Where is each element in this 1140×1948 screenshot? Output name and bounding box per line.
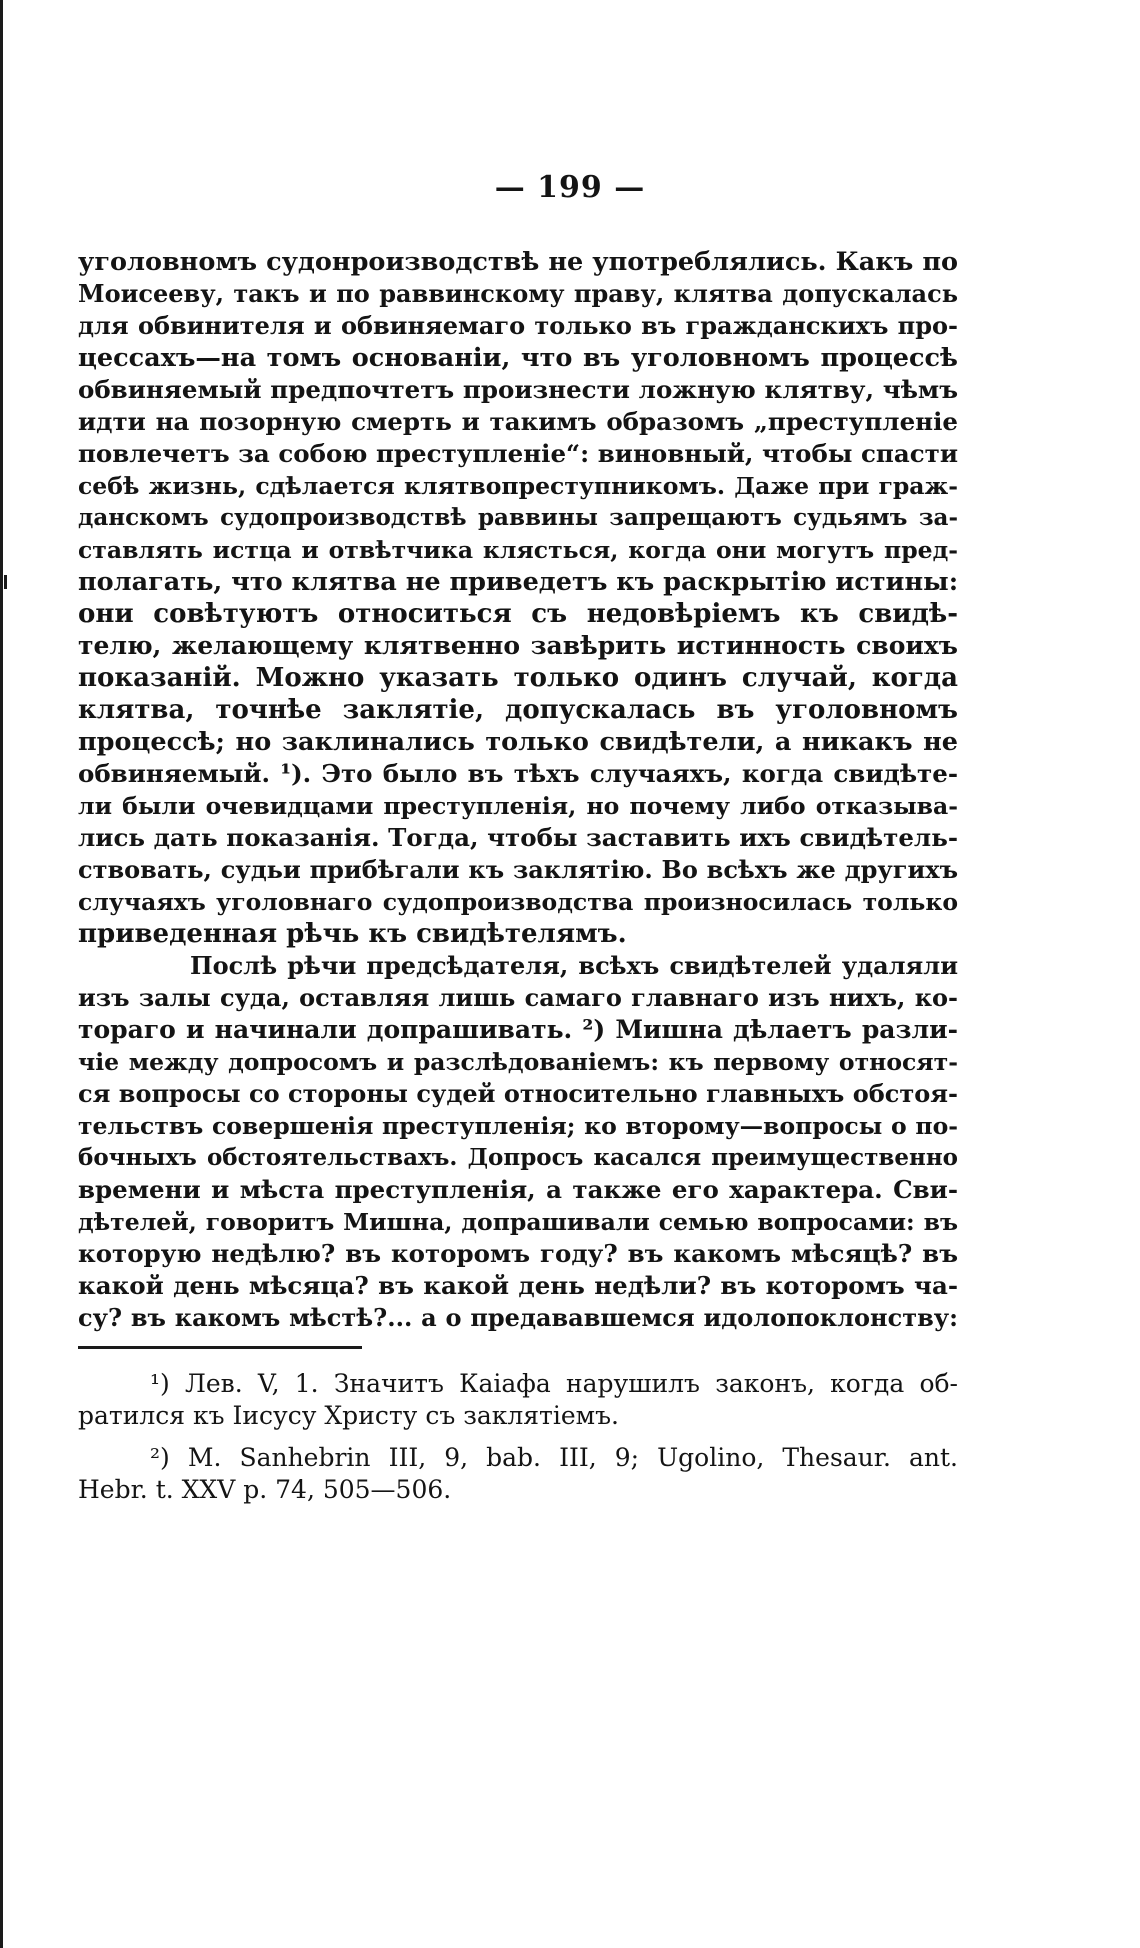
text-line: клятва, точнѣе заклятіе, допускалась въ уголовномъ — [78, 695, 958, 725]
text-line: случаяхъ уголовнаго судопроизводства произносилась только — [78, 888, 958, 916]
text-line: времени и мѣста преступленія, а также его характера. Сви- — [78, 1175, 958, 1204]
text-line: ли были очевидцами преступленія, но почему либо отказыва- — [78, 792, 958, 820]
text-line: цессахъ—на томъ основаніи, что въ уголовномъ процессѣ — [78, 343, 958, 373]
text-line: полагать, что клятва не приведетъ къ раскрытію истины: — [78, 567, 959, 597]
footnotes — [78, 1368, 958, 1506]
text-line: обвиняемый. ¹). Это было въ тѣхъ случаяхъ, когда свидѣте- — [78, 759, 958, 788]
text-line: обвиняемый предпочтетъ произнести ложную клятву, чѣмъ — [78, 375, 958, 404]
footnote-2 — [78, 1442, 958, 1506]
text-line-paragraph-end: приведенная рѣчь къ свидѣтелямъ. — [78, 919, 627, 949]
text-line: себѣ жизнь, сдѣлается клятвопреступникомъ. Даже при граж- — [78, 472, 958, 500]
main-text — [78, 246, 958, 1334]
text-line: лись дать показанія. Тогда, чтобы заставить ихъ свидѣтель- — [78, 823, 958, 852]
text-line: изъ залы суда, оставляя лишь самаго главнаго изъ нихъ, ко- — [78, 983, 958, 1012]
text-line: телю, желающему клятвенно завѣрить истинность своихъ — [78, 631, 958, 660]
text-line: идти на позорную смерть и такимъ образомъ „преступленіе — [78, 407, 958, 436]
text-line: какой день мѣсяца? въ какой день недѣли? въ которомъ ча- — [78, 1271, 958, 1300]
text-line: бочныхъ обстоятельствахъ. Допросъ касался преимущественно — [78, 1144, 958, 1171]
text-line: тельствъ совершенія преступленія; ко второму—вопросы о по- — [78, 1112, 958, 1140]
text-line: ствовать, судьи прибѣгали къ заклятію. Во всѣхъ же другихъ — [78, 855, 958, 884]
text-line: данскомъ судопроизводствѣ раввины запрещаютъ судьямъ за- — [78, 504, 958, 531]
page-edge-line — [0, 0, 3, 1948]
footnote-1 — [78, 1368, 958, 1432]
text-line: процессѣ; но заклинались только свидѣтели, а никакъ не — [78, 727, 958, 757]
text-line: су? въ какомъ мѣстѣ?... а о предававшемся идолопоклонству: — [78, 1303, 958, 1332]
footnote-line: ратился къ Іисусу Христу съ заклятіемъ. — [78, 1401, 619, 1430]
footnote-line: Hebr. t. XXV p. 74, 505—506. — [78, 1475, 452, 1504]
text-line: чіе между допросомъ и разслѣдованіемъ: къ первому относят- — [78, 1048, 958, 1076]
text-line: тораго и начинали допрашивать. ²) Мишна дѣлаетъ разли- — [78, 1015, 958, 1044]
text-line: дѣтелей, говоритъ Мишна, допрашивали семью вопросами: въ — [78, 1208, 958, 1236]
text-line: они совѣтуютъ относиться съ недовѣріемъ къ свидѣ- — [78, 599, 958, 629]
text-line: которую недѣлю? въ которомъ году? въ какомъ мѣсяцѣ? въ — [78, 1239, 958, 1268]
text-line: показаній. Можно указать только одинъ случай, когда — [78, 663, 958, 693]
text-line-paragraph-start: Послѣ рѣчи предсѣдателя, всѣхъ свидѣтелей удаляли — [190, 951, 958, 980]
footnote-separator — [78, 1346, 362, 1349]
text-line: ся вопросы со стороны судей относительно главныхъ обстоя- — [78, 1079, 958, 1108]
text-line: уголовномъ судонроизводствѣ не употреблялись. Какъ по — [78, 247, 958, 277]
footnote-line: ¹) Лев. V, 1. Значитъ Каіафа нарушилъ законъ, когда об- — [150, 1369, 958, 1398]
page-number: — 199 — — [494, 170, 646, 205]
text-line: для обвинителя и обвиняемаго только въ гражданскихъ про- — [78, 311, 958, 340]
text-line: повлечетъ за собою преступленіе“: виновный, чтобы спасти — [78, 439, 958, 468]
text-line: ставлять истца и отвѣтчика клясться, когда они могутъ пред- — [78, 536, 958, 564]
text-line: Моисееву, такъ и по раввинскому праву, клятва допускалась — [78, 279, 958, 308]
footnote-line: ²) M. Sanhebrin III, 9, bab. III, 9; Ugolino, Thesaur. ant. — [150, 1443, 958, 1472]
page-edge-mark — [4, 575, 7, 589]
